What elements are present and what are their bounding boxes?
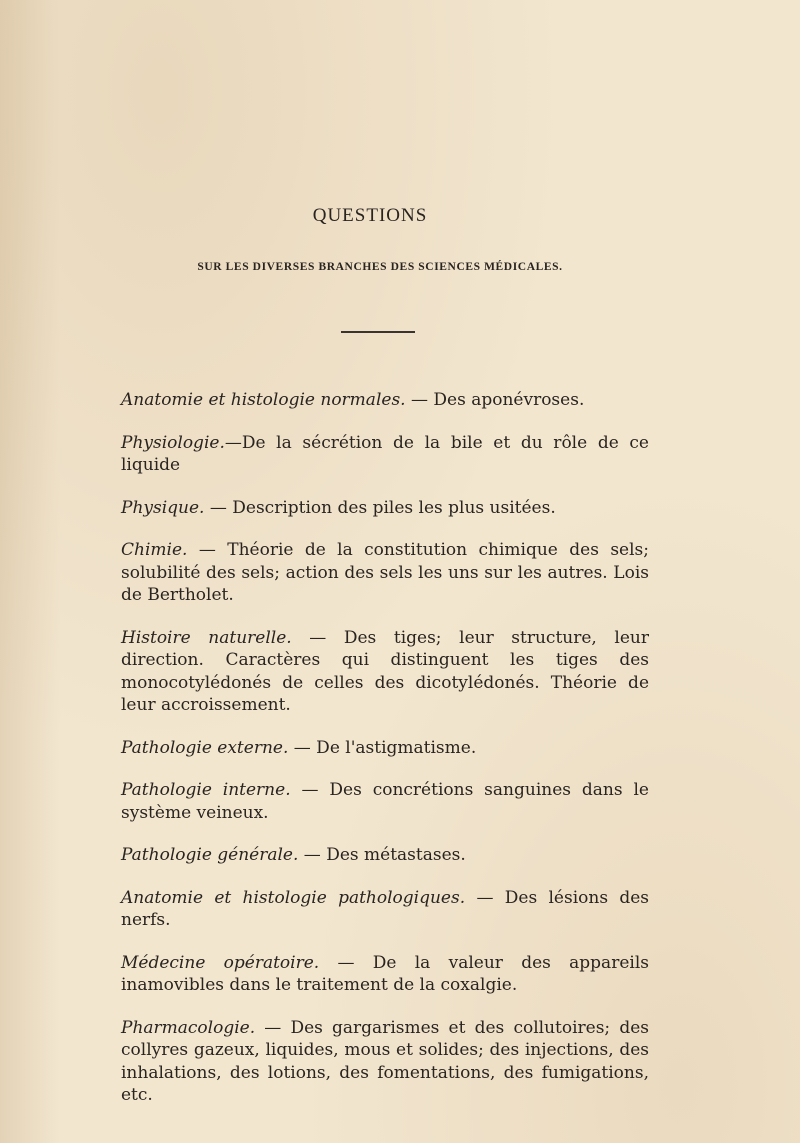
question-pathologie-interne xyxy=(121,779,649,824)
questions-list xyxy=(121,389,649,1127)
question-subject: Physiologie. xyxy=(121,432,225,453)
question-anatomie-pathologique xyxy=(121,887,649,932)
question-text: — Des tiges; leur structure, leur direction. Caractères qui distinguent les tiges des monocotylédonés de celles des dicotylédonés. Théorie de leur accroissement. xyxy=(121,627,649,715)
question-text: — Description des piles les plus usitées. xyxy=(204,497,556,518)
question-text: — Des gargarismes et des collutoires; des collyres gazeux, liquides, mous et solides; des injections, des inhalations, des lotions, des fomentations, des fumigations, etc. xyxy=(121,1017,649,1105)
question-medecine-operatoire xyxy=(121,952,649,997)
question-subject: Pathologie générale. xyxy=(121,845,299,865)
question-chimie xyxy=(121,539,649,607)
question-text: — Des concrétions sanguines dans le système veineux. xyxy=(121,780,649,823)
question-histoire-naturelle xyxy=(121,627,649,717)
question-subject: Histoire naturelle. xyxy=(121,627,292,648)
question-subject: Médecine opératoire. xyxy=(121,952,320,973)
question-text: — Des lésions des nerfs. xyxy=(121,887,650,930)
question-text: — De l'astigmatisme. xyxy=(288,737,477,758)
question-anatomie xyxy=(121,389,649,412)
question-subject: Chimie. xyxy=(121,540,188,560)
question-subject: Pathologie externe. xyxy=(121,737,289,758)
question-subject: Anatomie et histologie normales. xyxy=(121,390,406,410)
question-text: — Des aponévroses. xyxy=(405,390,585,410)
divider-rule xyxy=(341,331,415,333)
page-subtitle: SUR LES DIVERSES BRANCHES DES SCIENCES MÉDICALES. xyxy=(197,261,563,273)
question-subject: Anatomie et histologie pathologiques. xyxy=(121,887,466,908)
question-text: — Théorie de la constitution chimique des sels; solubilité des sels; action des sels les uns sur les autres. Lois de Bertholet. xyxy=(121,540,649,605)
question-pathologie-generale xyxy=(121,844,649,867)
question-subject: Pharmacologie. xyxy=(121,1017,256,1038)
question-pathologie-externe xyxy=(121,737,649,760)
question-physiologie xyxy=(121,432,649,477)
question-text: — Des métastases. xyxy=(298,845,466,865)
question-physique xyxy=(121,497,649,520)
question-text: — De la valeur des appareils inamovibles dans le traitement de la coxalgie. xyxy=(121,952,649,995)
question-pharmacologie xyxy=(121,1017,649,1107)
page-title: QUESTIONS xyxy=(312,205,428,226)
question-subject: Physique. xyxy=(121,497,205,518)
question-subject: Pathologie interne. xyxy=(121,780,291,800)
question-text: —De la sécrétion de la bile et du rôle de ce liquide xyxy=(121,432,649,475)
